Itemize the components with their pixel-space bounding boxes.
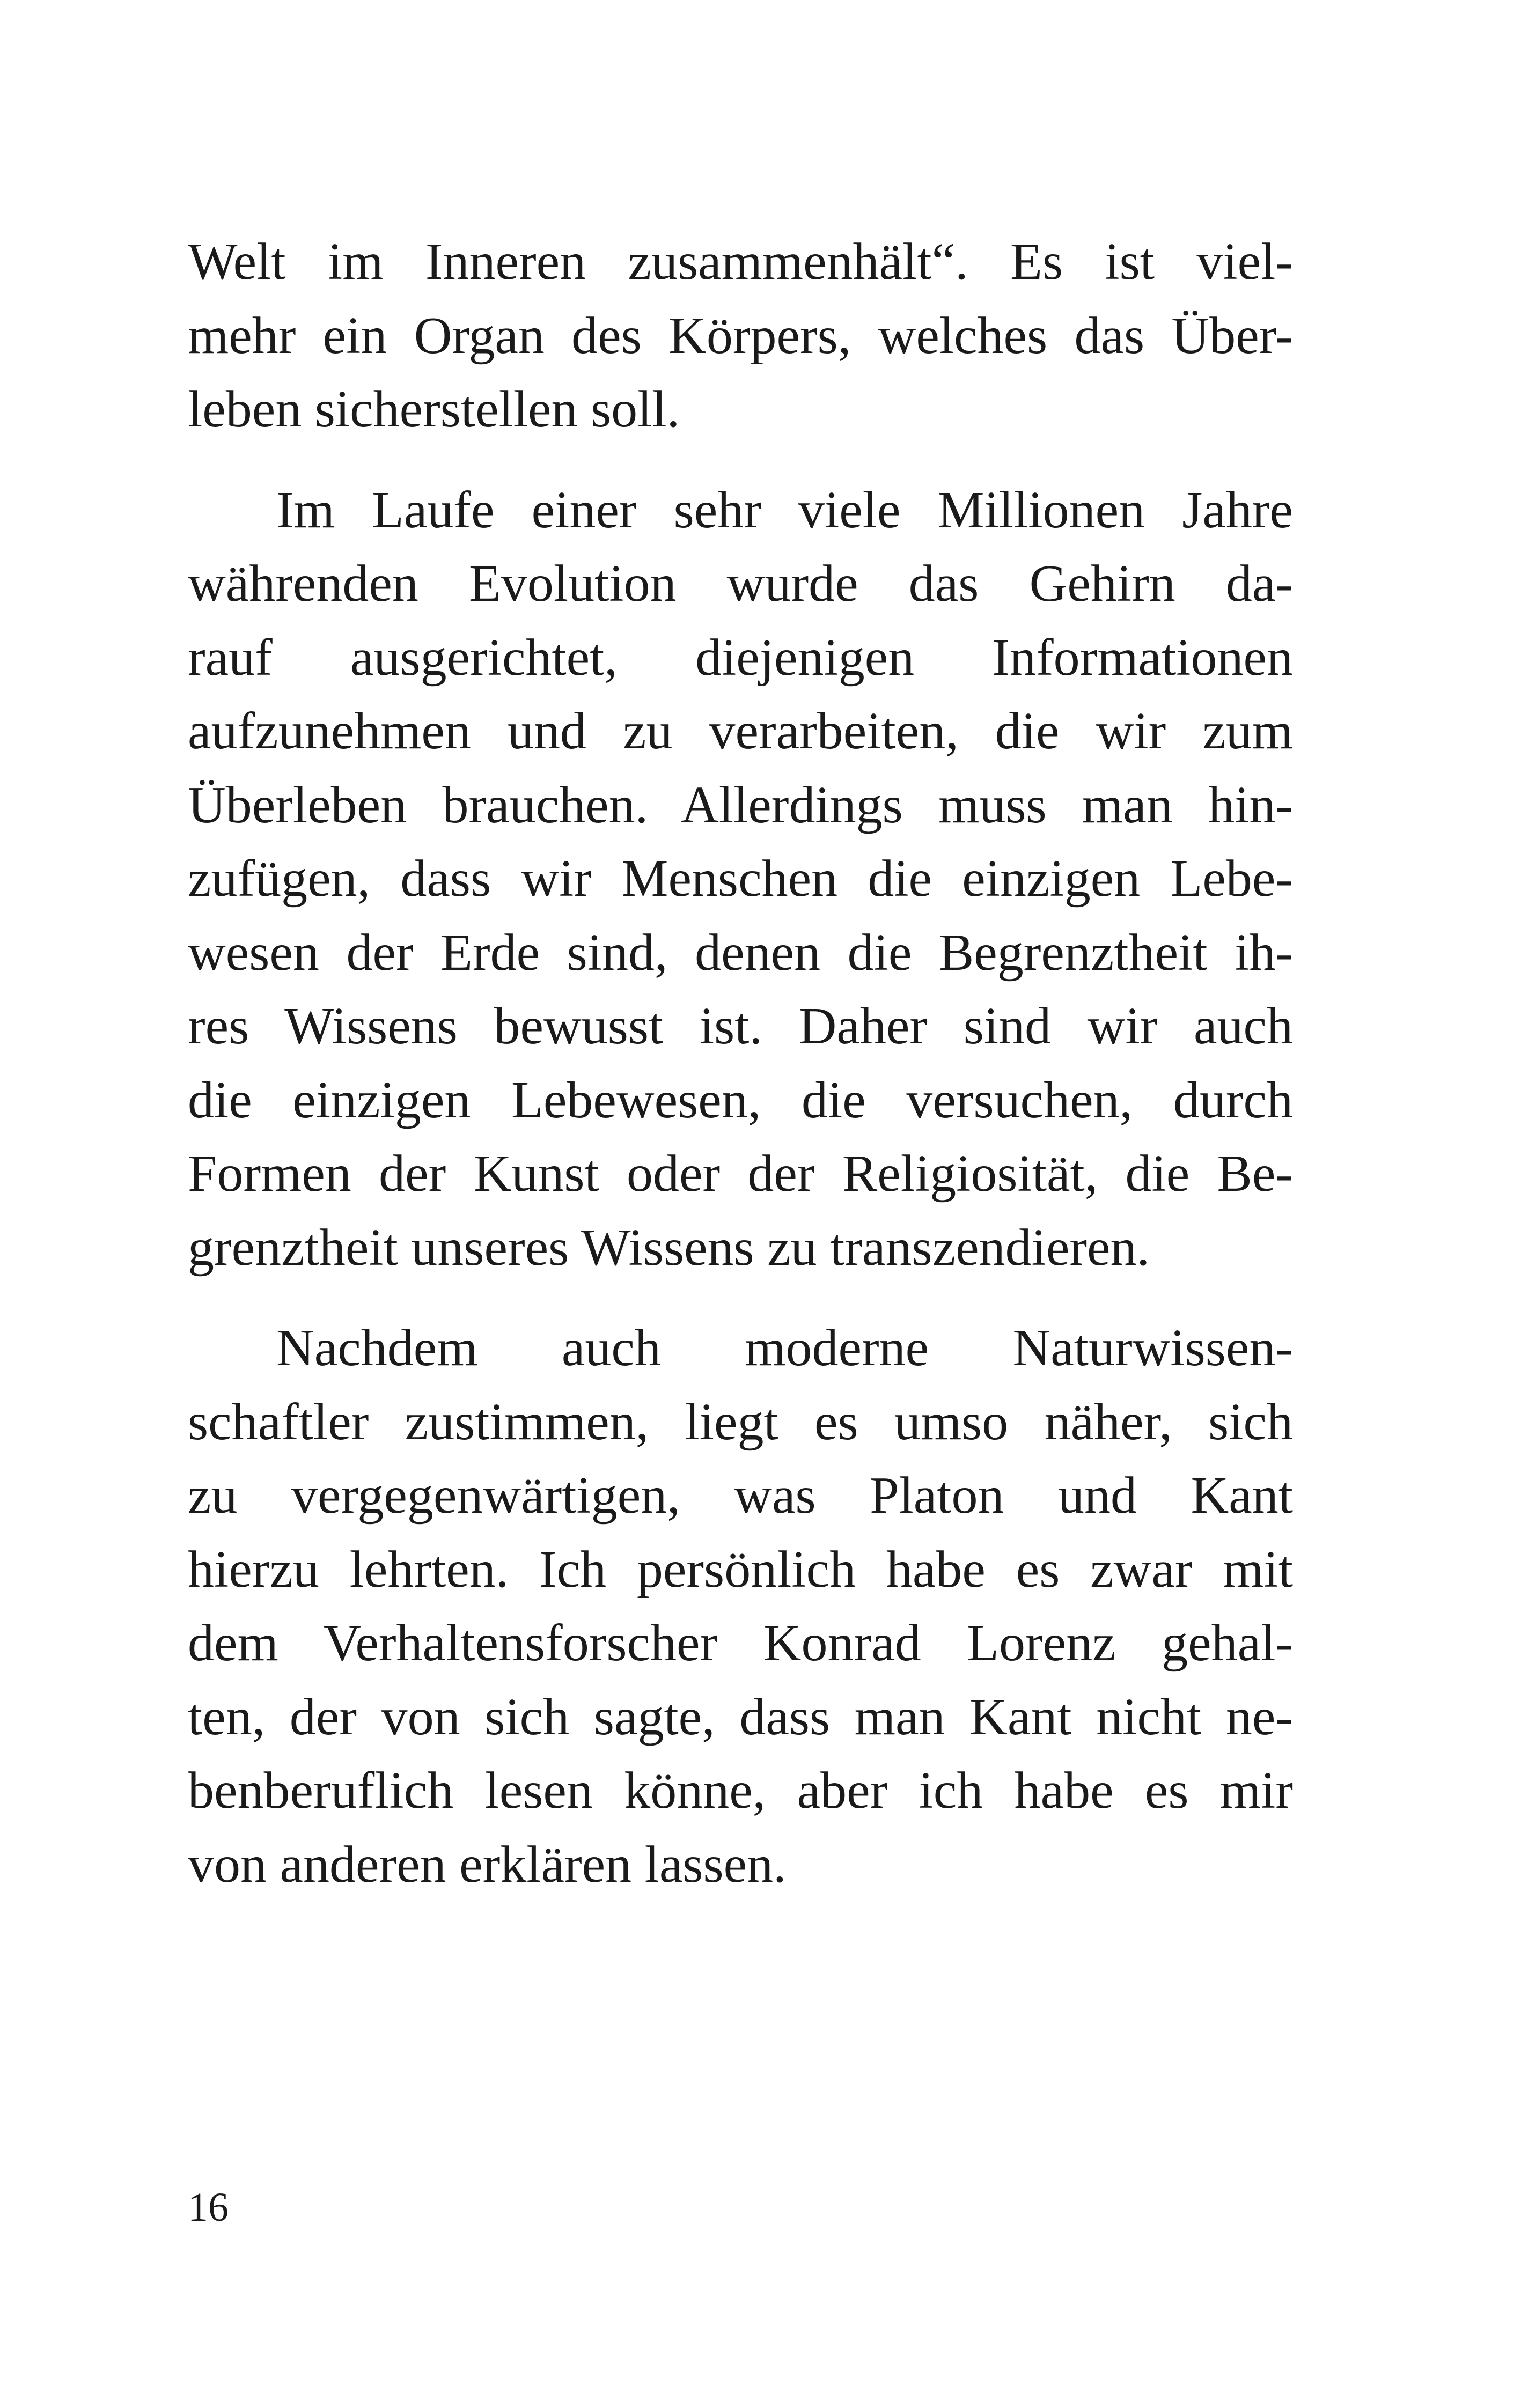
paragraph-2 bbox=[188, 474, 1293, 1285]
text-line: ten, der von sich sagte, dass man Kant nicht ne- bbox=[188, 1688, 1293, 1746]
text-line: währenden Evolution wurde das Gehirn da- bbox=[188, 555, 1293, 613]
text-line: hierzu lehrten. Ich persönlich habe es zwar mit bbox=[188, 1540, 1293, 1599]
text-line: grenztheit unseres Wissens zu transzendieren. bbox=[188, 1218, 1150, 1277]
paragraph-3 bbox=[188, 1312, 1293, 1902]
text-line: von anderen erklären lassen. bbox=[188, 1835, 787, 1894]
text-line: Im Laufe einer sehr viele Millionen Jahre bbox=[276, 481, 1293, 539]
text-line: zufügen, dass wir Menschen die einzigen Lebe- bbox=[188, 850, 1293, 908]
text-line: wesen der Erde sind, denen die Begrenztheit ih- bbox=[188, 923, 1293, 982]
text-line: zu vergegenwärtigen, was Platon und Kant bbox=[188, 1467, 1293, 1525]
text-line: dem Verhaltensforscher Konrad Lorenz gehal- bbox=[188, 1614, 1293, 1672]
text-line: Formen der Kunst oder der Religiosität, die Be- bbox=[188, 1145, 1293, 1203]
text-line: res Wissens bewusst ist. Daher sind wir auch bbox=[188, 997, 1293, 1055]
text-line: Nachdem auch moderne Naturwissen- bbox=[276, 1319, 1293, 1377]
text-line: die einzigen Lebewesen, die versuchen, durch bbox=[188, 1071, 1293, 1129]
text-line: schaftler zustimmen, liegt es umso näher, sich bbox=[188, 1393, 1293, 1451]
text-line: benberuflich lesen könne, aber ich habe es mir bbox=[188, 1762, 1293, 1820]
text-line: Überleben brauchen. Allerdings muss man hin- bbox=[188, 776, 1293, 834]
text-line: aufzunehmen und zu verarbeiten, die wir zum bbox=[188, 702, 1293, 760]
text-line: Welt im Inneren zusammenhält“. Es ist viel- bbox=[188, 233, 1293, 291]
body-text bbox=[188, 225, 1293, 1928]
text-line: leben sicherstellen soll. bbox=[188, 380, 680, 438]
text-line: rauf ausgerichtet, diejenigen Informationen bbox=[188, 628, 1293, 687]
text-line: mehr ein Organ des Körpers, welches das Über- bbox=[188, 306, 1293, 365]
page-number: 16 bbox=[188, 2185, 229, 2230]
paragraph-1 bbox=[188, 225, 1293, 447]
